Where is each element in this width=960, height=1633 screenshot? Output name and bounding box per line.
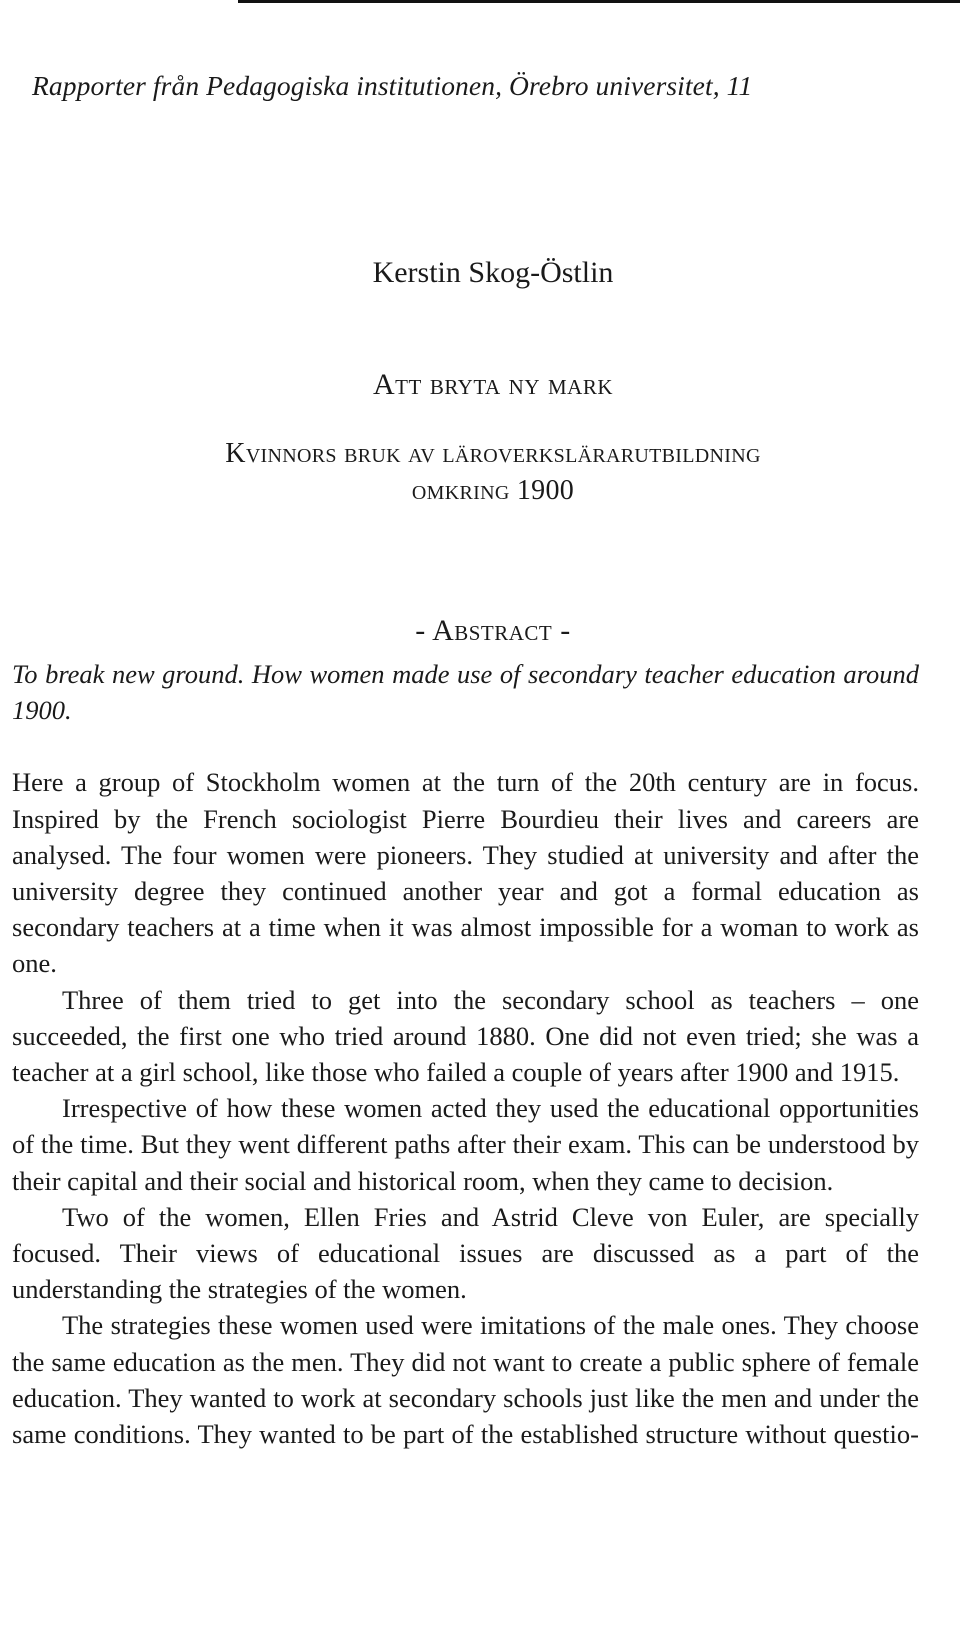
author-name	[0, 256, 960, 290]
top-rule	[238, 0, 960, 3]
abstract-body	[12, 656, 919, 1452]
paragraph-1: Here a group of Stockholm women at the turn of the 20th century are in focus. Inspired by the French sociologist Pierre Bourdieu their lives and careers are analysed. The four women were pioneers. They studied at university and after the university degree they continued another year and got a formal education as secondary teachers at a time when it was almost impossible for a woman to work as one.	[12, 767, 919, 979]
subtitle-line-1: Kvinnors bruk av läroverkslärarutbildning	[225, 438, 761, 469]
abstract-heading-text: - Abstract -	[415, 614, 571, 647]
document-title-text: Att bryta ny mark	[373, 368, 613, 401]
paragraph-2: Three of them tried to get into the secondary school as teachers – one succeeded, the first one who tried around 1880. One did not even tried; she was a teacher at a girl school, like those who failed a couple of years after 1900 and 1915.	[12, 984, 919, 1088]
english-title: To break new ground. How women made use of secondary teacher education around 1900.	[12, 659, 919, 726]
paragraph-3: Irrespective of how these women acted they used the educational opportunities of the time. But they went different paths after their exam. This can be understood by their capital and their social and historical room, when they came to decision.	[12, 1093, 919, 1196]
document-title	[0, 368, 960, 402]
series-title: Rapporter från Pedagogiska institutionen, Örebro universitet, 11	[32, 70, 753, 101]
document-subtitle	[0, 435, 960, 509]
author-name-text: Kerstin Skog-Östlin	[372, 256, 614, 289]
abstract-heading	[0, 614, 960, 648]
paragraph-5: The strategies these women used were imitations of the male ones. They choose the same education as the men. They did not want to create a public sphere of female education. They wanted to work at secondary schools just like the men and under the same conditions. They wanted to be part of the established structure without questio-	[12, 1310, 919, 1450]
subtitle-line-2: omkring 1900	[411, 475, 575, 506]
paragraph-4: Two of the women, Ellen Fries and Astrid Cleve von Euler, are specially focused. Their views of educational issues are discussed as a part of the understanding the strategies of the women.	[12, 1201, 919, 1305]
